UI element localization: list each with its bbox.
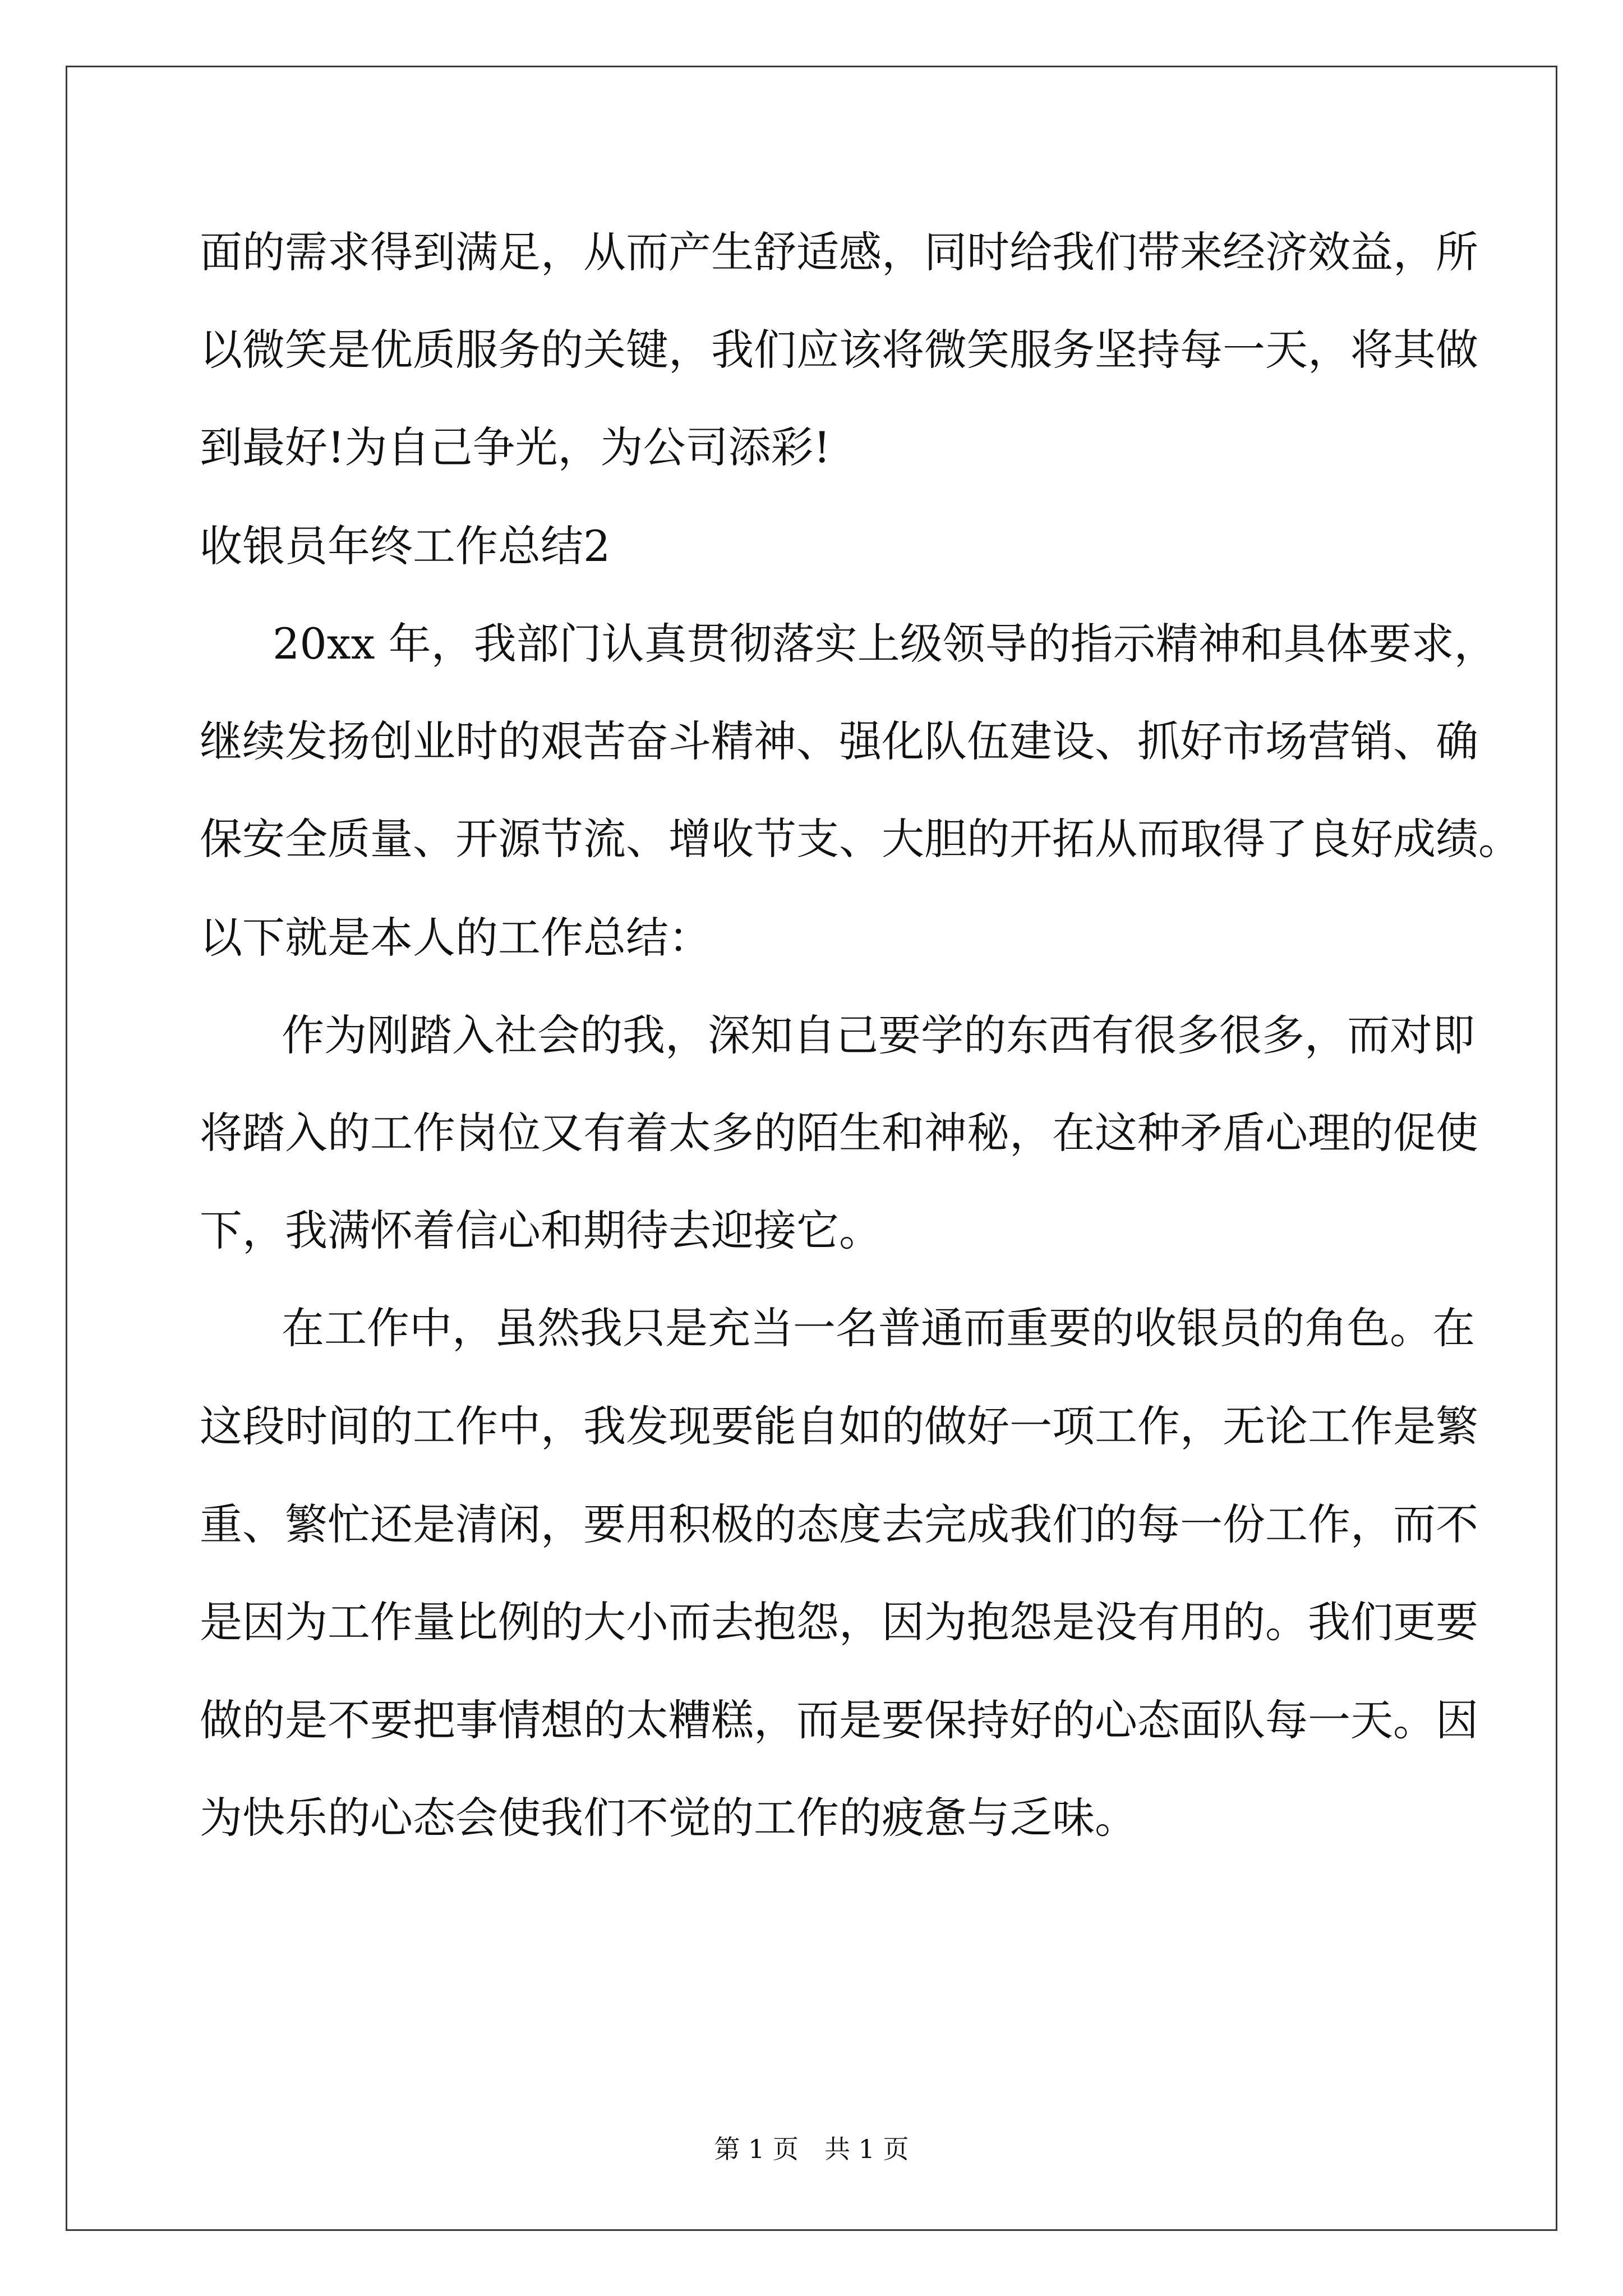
section-heading: 收银员年终工作总结2 (200, 521, 611, 571)
page-number-footer: 第 1 页 共 1 页 (714, 2134, 909, 2164)
text-line: 到最好!为自己争光，为公司添彩! (200, 422, 831, 472)
text-line: 做的是不要把事情想的太糟糕，而是要保持好的心态面队每一天。因 (200, 1695, 1478, 1745)
text-line: 以下就是本人的工作总结： (200, 913, 711, 963)
text-line: 重、繁忙还是清闲，要用积极的态度去完成我们的每一份工作，而不 (200, 1499, 1478, 1549)
text-line: 为快乐的心态会使我们不觉的工作的疲惫与乏味。 (200, 1793, 1137, 1843)
text-line: 20xx 年，我部门认真贯彻落实上级领导的指示精神和具体要求， (273, 619, 1497, 669)
text-line: 保安全质量、开源节流、增收节支、大胆的开拓从而取得了良好成绩。 (200, 814, 1521, 864)
text-line: 下，我满怀着信心和期待去迎接它。 (200, 1205, 882, 1255)
text-line: 是因为工作量比例的大小而去抱怨，因为抱怨是没有用的。我们更要 (200, 1597, 1478, 1647)
text-line: 面的需求得到满足，从而产生舒适感，同时给我们带来经济效益，所 (200, 227, 1478, 277)
text-line: 作为刚踏入社会的我，深知自己要学的东西有很多很多，而对即 (282, 1010, 1475, 1060)
text-line: 以微笑是优质服务的关键，我们应该将微笑服务坚持每一天，将其做 (200, 325, 1478, 375)
text-line: 这段时间的工作中，我发现要能自如的做好一项工作，无论工作是繁 (200, 1401, 1478, 1451)
text-line: 在工作中，虽然我只是充当一名普通而重要的收银员的角色。在 (282, 1303, 1475, 1353)
text-line: 将踏入的工作岗位又有着太多的陌生和神秘，在这种矛盾心理的促使 (200, 1108, 1478, 1158)
text-line: 继续发扬创业时的艰苦奋斗精神、强化队伍建设、抓好市场营销、确 (200, 716, 1478, 766)
